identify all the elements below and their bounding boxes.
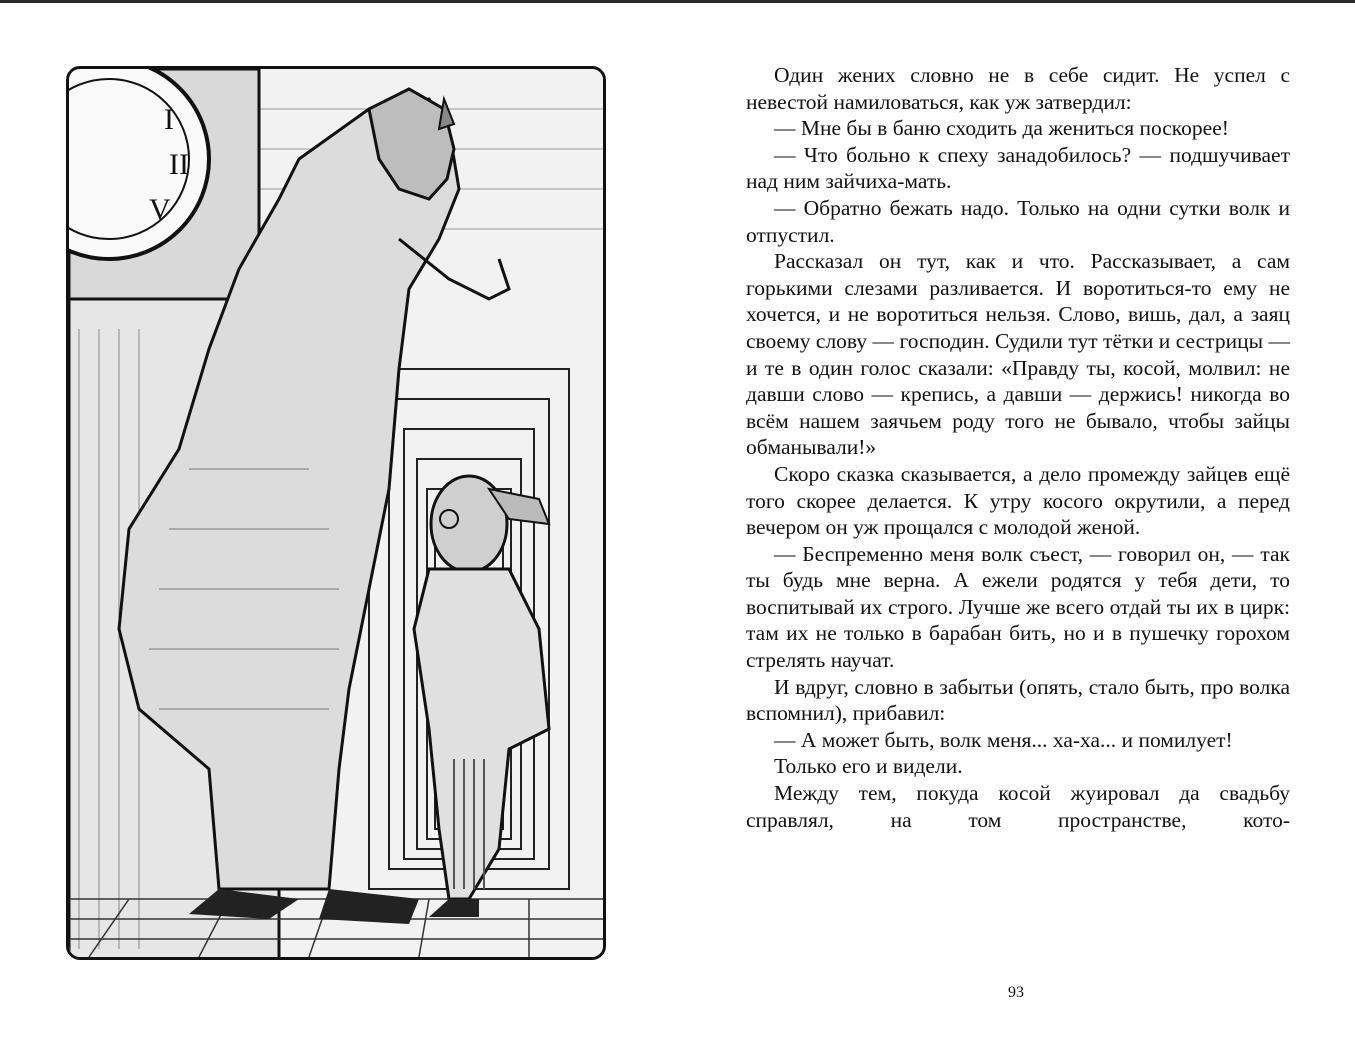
paragraph: И вдруг, словно в забытьи (опять, стало быть, про волка вспомнил), прибавил: [746,674,1290,726]
page-number: 93 [1008,984,1024,1001]
svg-text:I: I [164,103,174,136]
paragraph: — Обратно бежать надо. Только на одни сутки волк и отпустил. [746,195,1290,247]
svg-text:V: V [149,193,171,226]
illustration-svg [69,69,603,957]
paragraph: — Беспременно меня волк съест, — говорил он, — так ты будь мне верна. А ежели родятся у тебя дети, то воспитывай их строго. Лучше же всего отдай ты их в цирк: там их не только в барабан бить, но и в пушечку горохом стрелять научат. [746,541,1290,673]
top-rule [0,0,1355,3]
paragraph: Скоро сказка сказывается, а дело промежду зайцев ещё того скорее делается. К утру косого окрутили, а перед вечером он уж прощался с молодой женой. [746,461,1290,540]
paragraph: — Что больно к спеху занадобилось? — подшучивает над ним зайчиха-мать. [746,142,1290,194]
paragraph: — Мне бы в баню сходить да жениться поскорее! [774,116,1229,141]
story-text [746,62,1290,833]
paragraph: Рассказал он тут, как и что. Рассказывает, а сам горькими слезами разливается. И воротиться-то ему не хочется, и не воротиться нельзя. Слово, вишь, дал, а заяц своему слову — господин. Судили тут тётки и сестрицы — и те в один голос сказали: «Правду ты, косой, молвил: не давши слово — крепись, а давши — держись! никогда во всём нашем заячьем роду того не бывало, чтобы зайцы обманывали!» [746,249,1290,460]
svg-text:II: II [169,148,189,181]
paragraph: Один жених словно не в себе сидит. Не успел с невестой намиловаться, как уж затвердил: [746,63,1290,114]
paragraph: Между тем, покуда косой жуировал да свадьбу справлял, на том пространстве, кото- [746,781,1290,832]
paragraph: — А может быть, волк меня... ха-ха... и помилует! [774,727,1233,752]
paragraph: Только его и видели. [774,754,963,779]
wolf-and-hare-illustration [66,66,606,960]
